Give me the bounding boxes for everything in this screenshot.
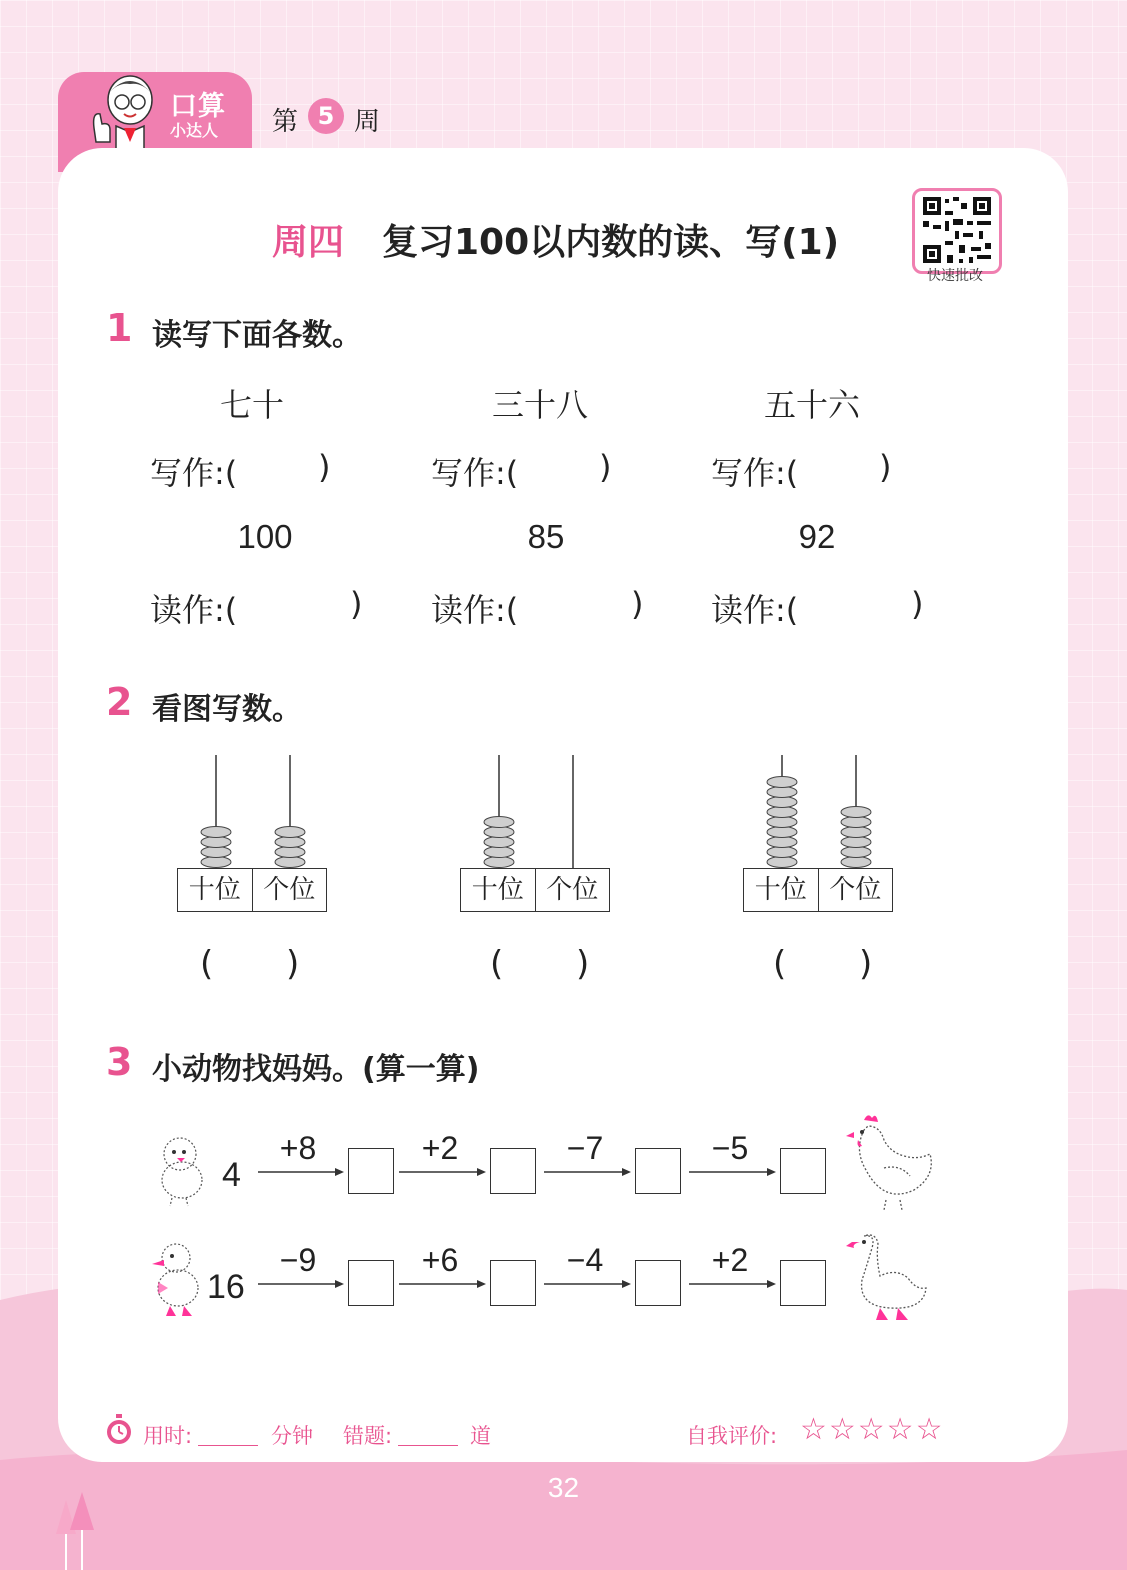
answer-box[interactable] [490,1148,536,1194]
week-number-badge: 5 [308,98,344,134]
chain-operation: −5 [711,1130,749,1166]
q2-number: 2 [106,680,133,724]
answer-box[interactable] [635,1260,681,1306]
chain-arrowhead [622,1168,631,1176]
abacus-place-labels [177,868,327,912]
abacus-place-labels [743,868,893,912]
stopwatch-icon [104,1414,134,1446]
chain-operation: +8 [279,1130,317,1166]
chain-operation: +6 [421,1242,459,1278]
week-prefix: 第 [272,107,299,137]
q3-prompt: 小动物找妈妈。(算一算) [152,1052,480,1087]
errors-label: 错题: [343,1424,393,1448]
q2-answer-close: ) [576,944,590,984]
q1-close-paren: ) [318,448,331,486]
q1-write-label: 写作:( [711,454,799,492]
abacus-bead [275,827,305,838]
page-number: 32 [547,1472,580,1503]
ones-label: 个位 [818,869,893,911]
errors-input-line[interactable] [398,1445,458,1446]
q1-read-item: 100 [237,518,293,555]
time-label: 用时: [143,1424,193,1448]
self-rating-label: 自我评价: [686,1424,778,1448]
abacus-bead [484,847,514,858]
q1-read-label: 读作:( [711,591,799,629]
abacus-bead [767,797,797,808]
day-label: 周四 [272,222,345,263]
q1-write-label: 写作:( [150,454,238,492]
chain-start-value: 4 [222,1156,241,1194]
week-suffix: 周 [354,107,381,137]
chain-start-value: 16 [207,1268,245,1306]
answer-box[interactable] [780,1260,826,1306]
q2-answer-open: ( [200,944,214,984]
chain-arrowhead [622,1280,631,1288]
time-unit: 分钟 [271,1424,313,1448]
q1-close-paren: ) [599,448,612,486]
abacus-place-labels [460,868,610,912]
q1-read-label: 读作:( [431,591,519,629]
q1-write-item: 五十六 [763,386,860,424]
q2-answer-close: ) [859,944,873,984]
abacus-bead [275,857,305,868]
q2-answer-open: ( [773,944,787,984]
time-input-line[interactable] [198,1445,258,1446]
chain-operation: +2 [421,1130,459,1166]
lesson-title: 复习100以内数的读、写(1) [382,222,840,263]
abacus-bead [484,827,514,838]
errors-unit: 道 [470,1424,491,1448]
chain-arrowhead [335,1168,344,1176]
q1-read-item: 92 [798,518,836,555]
abacus-bead [841,827,871,838]
abacus-bead [841,817,871,828]
qr-label: 快速批改 [927,268,983,284]
tens-label: 十位 [188,875,241,905]
q1-read-label: 读作:( [150,591,238,629]
abacus-bead [767,827,797,838]
chain-arrowhead [477,1168,486,1176]
q1-close-paren: ) [911,585,924,623]
ones-label: 个位 [252,869,327,911]
mascot-boy-icon [80,72,166,150]
chain-operation: +2 [711,1242,749,1278]
chain-arrowhead [767,1280,776,1288]
abacus-bead [201,837,231,848]
q1-close-paren: ) [350,585,363,623]
q1-write-item: 三十八 [491,386,588,424]
q1-close-paren: ) [631,585,644,623]
q1-read-item: 85 [527,518,565,555]
q3-number: 3 [106,1040,133,1084]
abacus-bead [767,817,797,828]
abacus-bead [484,837,514,848]
abacus-bead [484,817,514,828]
abacus-bead [767,847,797,858]
q1-close-paren: ) [879,448,892,486]
abacus-bead [841,847,871,858]
abacus-bead [841,837,871,848]
tens-label: 十位 [754,875,807,905]
q1-number: 1 [106,306,133,350]
abacus-bead [841,857,871,868]
abacus-bead [275,847,305,858]
qr-code[interactable] [912,188,1002,274]
abacus-bead [201,827,231,838]
abacus-bead [201,847,231,858]
chain-operation: −7 [566,1130,604,1166]
ones-label: 个位 [535,869,610,911]
q2-answer-open: ( [490,944,504,984]
abacus-rods [0,740,1127,870]
abacus-bead [841,807,871,818]
answer-box[interactable] [780,1148,826,1194]
chain-arrowhead [335,1280,344,1288]
abacus-bead [484,857,514,868]
tens-label: 十位 [471,875,524,905]
abacus-bead [201,857,231,868]
abacus-bead [767,807,797,818]
tab-subtitle: 小达人 [170,121,219,140]
q2-prompt: 看图写数。 [152,692,302,727]
abacus-bead [767,837,797,848]
abacus-bead [275,837,305,848]
q1-prompt: 读写下面各数。 [152,318,362,353]
abacus-bead [767,857,797,868]
q2-answer-close: ) [286,944,300,984]
tab-title: 口算 [170,91,226,122]
chain-operation: −9 [279,1242,317,1278]
q1-write-label: 写作:( [431,454,519,492]
abacus-bead [767,787,797,798]
chain-arrowhead [477,1280,486,1288]
answer-box[interactable] [490,1260,536,1306]
answer-box[interactable] [348,1148,394,1194]
chain-arrowhead [767,1168,776,1176]
qr-code-icon [915,191,999,271]
answer-box[interactable] [635,1148,681,1194]
chain-operation: −4 [566,1242,604,1278]
answer-box[interactable] [348,1260,394,1306]
q1-write-item: 七十 [219,386,284,424]
rating-stars[interactable]: ☆☆☆☆☆ [800,1412,945,1447]
abacus-bead [767,777,797,788]
